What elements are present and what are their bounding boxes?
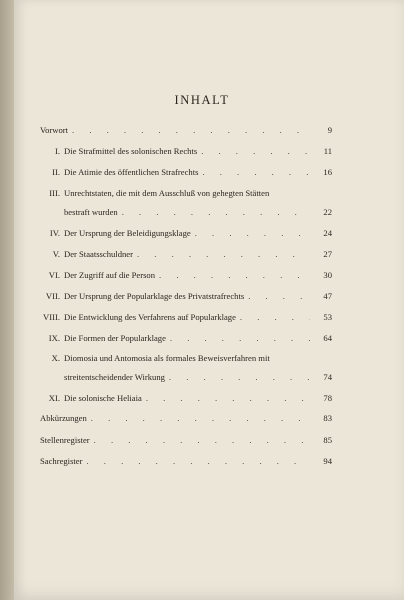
toc-page-number: 24 (323, 228, 332, 238)
toc-label: Diomosia und Antomosia als formales Beweisverfahren mit (64, 353, 270, 363)
leader-dots (169, 372, 310, 382)
toc-page-number: 78 (323, 393, 332, 403)
toc-entry-v (32, 249, 332, 259)
leader-dots (248, 291, 310, 301)
toc-label: Unrechtstaten, die mit dem Ausschluß von gehegten Stätten (64, 188, 270, 198)
toc-page-number: 47 (323, 291, 332, 301)
toc-label-continued: bestraft wurden (64, 207, 118, 217)
toc-page-number: 27 (323, 249, 332, 259)
toc-label: Abkürzungen (40, 413, 87, 423)
chapter-number: IX. (48, 333, 60, 343)
leader-dots (195, 228, 310, 238)
toc-entry-i (32, 146, 332, 156)
chapter-number: VIII. (43, 312, 60, 322)
toc-entry-xi (32, 393, 332, 403)
chapter-number: V. (52, 249, 60, 259)
toc-page-number: 85 (323, 435, 332, 445)
toc-page-number: 22 (323, 207, 332, 217)
chapter-number: II. (52, 167, 60, 177)
toc-entry-viii (32, 312, 332, 322)
toc-page-number: 9 (327, 125, 332, 135)
toc-label: Der Ursprung der Beleidigungsklage (64, 228, 191, 238)
toc-entry-iii (32, 188, 332, 198)
toc-page-number: 11 (323, 146, 332, 156)
toc-label: Die Atimie des öffentlichen Strafrechts (64, 167, 199, 177)
leader-dots (137, 249, 310, 259)
toc-page-number: 16 (323, 167, 332, 177)
toc-label: Die Entwicklung des Verfahrens auf Popularklage (64, 312, 236, 322)
toc-page-number: 53 (323, 312, 332, 322)
chapter-number: VII. (45, 291, 60, 301)
toc-entry-ii (32, 167, 332, 177)
toc-entry-abkuerzungen (40, 413, 332, 423)
leader-dots (240, 312, 310, 322)
toc-entry-x (32, 353, 332, 363)
leader-dots (146, 393, 310, 403)
toc-page-number: 30 (323, 270, 332, 280)
toc-label: Der Ursprung der Popularklage des Privatstrafrechts (64, 291, 245, 301)
toc-label: Die Formen der Popularklage (64, 333, 166, 343)
toc-label: Der Staatsschuldner (64, 249, 133, 259)
chapter-number: III. (49, 188, 60, 198)
leader-dots (72, 125, 310, 135)
toc-page-number: 94 (323, 456, 332, 466)
chapter-number: I. (54, 146, 60, 156)
chapter-number: XI. (48, 393, 60, 403)
leader-dots (170, 333, 310, 343)
toc-entry-vii (32, 291, 332, 301)
toc-entry-ix (32, 333, 332, 343)
toc-entry-stellenregister (40, 435, 332, 445)
toc-page-number: 74 (323, 372, 332, 382)
toc-label: Die Strafmittel des solonischen Rechts (64, 146, 198, 156)
toc-entry-iv (32, 228, 332, 238)
toc-entry-sachregister (40, 456, 332, 466)
toc-label: Vorwort (40, 125, 69, 135)
toc-label: Sachregister (40, 456, 83, 466)
leader-dots (91, 413, 310, 423)
leader-dots (122, 207, 310, 217)
toc-label: Der Zugriff auf die Person (64, 270, 156, 280)
toc-label-continued: streitentscheidender Wirkung (64, 372, 165, 382)
chapter-number: IV. (49, 228, 60, 238)
toc-label: Stellenregister (40, 435, 90, 445)
chapter-number: VI. (48, 270, 60, 280)
leader-dots (159, 270, 310, 280)
leader-dots (86, 456, 310, 466)
leader-dots (202, 167, 310, 177)
chapter-number: X. (51, 353, 60, 363)
toc-entry-x-continued (64, 372, 332, 382)
toc-entry-vorwort (40, 125, 332, 135)
page-title: INHALT (174, 93, 230, 107)
toc-page-number: 64 (323, 333, 332, 343)
toc-page-number: 83 (323, 413, 332, 423)
toc-entry-iii-continued (64, 207, 332, 217)
leader-dots (94, 435, 310, 445)
toc-label: Die solonische Heliaia (64, 393, 142, 403)
toc-entry-vi (32, 270, 332, 280)
leader-dots (201, 146, 310, 156)
